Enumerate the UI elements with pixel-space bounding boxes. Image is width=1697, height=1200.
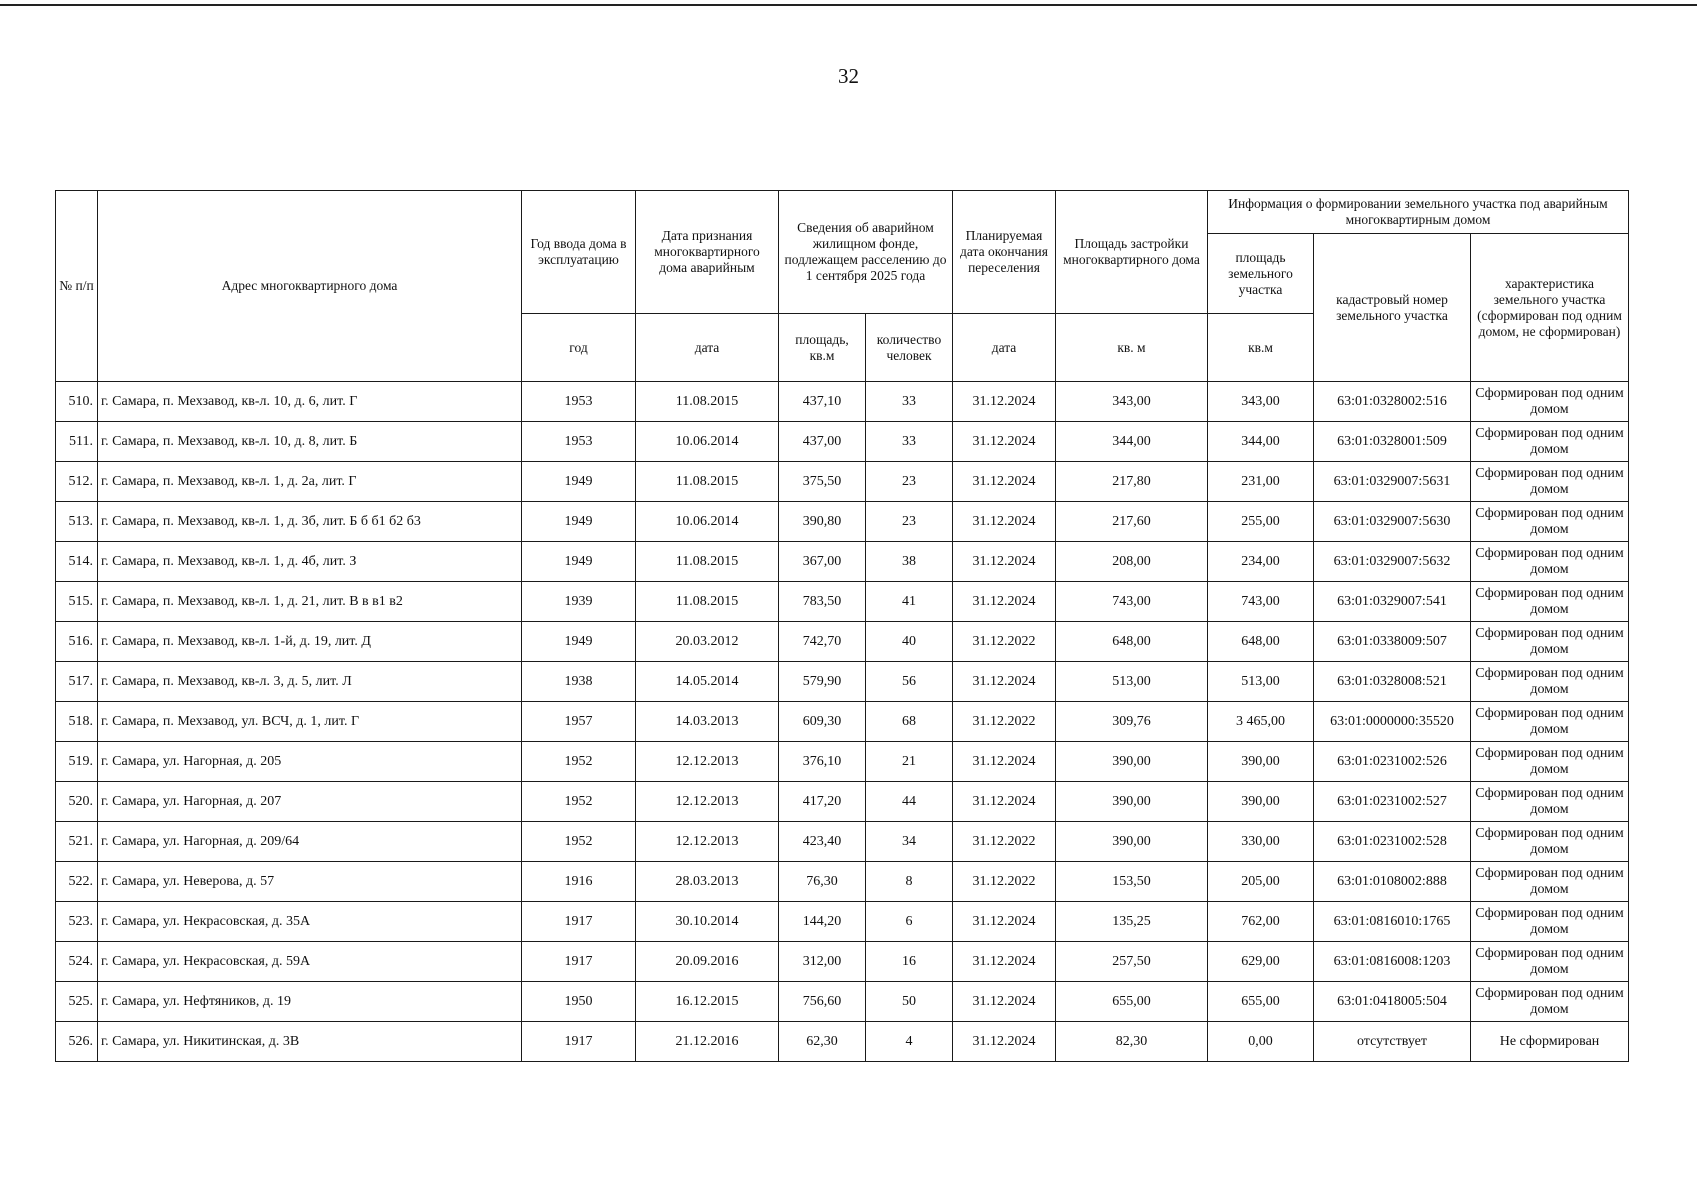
row-address: г. Самара, п. Мехзавод, кв-л. 10, д. 6, лит. Г	[98, 382, 522, 422]
row-area: 756,60	[779, 982, 866, 1022]
unit-land-area: кв.м	[1208, 314, 1314, 382]
row-cadastral-number: 63:01:0418005:504	[1314, 982, 1471, 1022]
row-build-area: 390,00	[1056, 822, 1208, 862]
row-cadastral-number: 63:01:0231002:526	[1314, 742, 1471, 782]
table-row	[56, 742, 1629, 782]
row-number: 526.	[56, 1022, 98, 1062]
header-land-area: площадь земельного участка	[1208, 234, 1314, 314]
row-number: 525.	[56, 982, 98, 1022]
row-number: 511.	[56, 422, 98, 462]
row-land-area: 205,00	[1208, 862, 1314, 902]
row-address: г. Самара, ул. Некрасовская, д. 35А	[98, 902, 522, 942]
row-build-area: 217,80	[1056, 462, 1208, 502]
row-year: 1916	[522, 862, 636, 902]
row-cadastral-number: 63:01:0329007:5632	[1314, 542, 1471, 582]
row-planned-end: 31.12.2024	[953, 542, 1056, 582]
row-land-area: 330,00	[1208, 822, 1314, 862]
row-address: г. Самара, ул. Неверова, д. 57	[98, 862, 522, 902]
row-cadastral-number: 63:01:0108002:888	[1314, 862, 1471, 902]
row-planned-end: 31.12.2024	[953, 582, 1056, 622]
row-area: 390,80	[779, 502, 866, 542]
row-number: 515.	[56, 582, 98, 622]
table-row	[56, 702, 1629, 742]
row-year: 1949	[522, 462, 636, 502]
row-number: 520.	[56, 782, 98, 822]
row-area: 579,90	[779, 662, 866, 702]
row-planned-end: 31.12.2022	[953, 702, 1056, 742]
row-area: 367,00	[779, 542, 866, 582]
table-row	[56, 822, 1629, 862]
row-area: 375,50	[779, 462, 866, 502]
row-year: 1957	[522, 702, 636, 742]
row-planned-end: 31.12.2024	[953, 422, 1056, 462]
row-recognition-date: 12.12.2013	[636, 782, 779, 822]
row-recognition-date: 11.08.2015	[636, 462, 779, 502]
row-year: 1952	[522, 822, 636, 862]
row-address: г. Самара, п. Мехзавод, кв-л. 10, д. 8, лит. Б	[98, 422, 522, 462]
row-land-char: Сформирован под одним домом	[1471, 702, 1629, 742]
unit-recognition-date: дата	[636, 314, 779, 382]
row-cadastral-number: 63:01:0000000:35520	[1314, 702, 1471, 742]
row-recognition-date: 12.12.2013	[636, 822, 779, 862]
table-row	[56, 382, 1629, 422]
row-land-area: 655,00	[1208, 982, 1314, 1022]
row-land-char: Сформирован под одним домом	[1471, 662, 1629, 702]
row-recognition-date: 20.03.2012	[636, 622, 779, 662]
row-address: г. Самара, ул. Нефтяников, д. 19	[98, 982, 522, 1022]
row-year: 1938	[522, 662, 636, 702]
row-land-area: 513,00	[1208, 662, 1314, 702]
row-people: 33	[866, 422, 953, 462]
row-build-area: 217,60	[1056, 502, 1208, 542]
row-recognition-date: 14.05.2014	[636, 662, 779, 702]
row-recognition-date: 11.08.2015	[636, 382, 779, 422]
row-number: 521.	[56, 822, 98, 862]
row-cadastral-number: 63:01:0816010:1765	[1314, 902, 1471, 942]
row-number: 523.	[56, 902, 98, 942]
row-land-area: 231,00	[1208, 462, 1314, 502]
row-land-char: Сформирован под одним домом	[1471, 382, 1629, 422]
row-land-area: 648,00	[1208, 622, 1314, 662]
row-cadastral-number: 63:01:0816008:1203	[1314, 942, 1471, 982]
row-number: 513.	[56, 502, 98, 542]
header-fund-info: Сведения об аварийном жилищном фонде, подлежащем расселению до 1 сентября 2025 года	[779, 191, 953, 314]
table-row	[56, 662, 1629, 702]
row-area: 312,00	[779, 942, 866, 982]
row-recognition-date: 21.12.2016	[636, 1022, 779, 1062]
header-num: № п/п	[56, 191, 98, 382]
row-area: 417,20	[779, 782, 866, 822]
row-land-area: 390,00	[1208, 782, 1314, 822]
row-address: г. Самара, ул. Никитинская, д. 3В	[98, 1022, 522, 1062]
row-land-area: 390,00	[1208, 742, 1314, 782]
row-recognition-date: 16.12.2015	[636, 982, 779, 1022]
table-row	[56, 982, 1629, 1022]
row-area: 742,70	[779, 622, 866, 662]
row-build-area: 513,00	[1056, 662, 1208, 702]
row-people: 38	[866, 542, 953, 582]
row-planned-end: 31.12.2024	[953, 662, 1056, 702]
row-build-area: 743,00	[1056, 582, 1208, 622]
row-address: г. Самара, п. Мехзавод, кв-л. 1-й, д. 19, лит. Д	[98, 622, 522, 662]
row-people: 6	[866, 902, 953, 942]
unit-year: год	[522, 314, 636, 382]
row-land-area: 344,00	[1208, 422, 1314, 462]
unit-planned-end: дата	[953, 314, 1056, 382]
page-number: 32	[838, 64, 859, 88]
row-land-area: 343,00	[1208, 382, 1314, 422]
row-cadastral-number: 63:01:0328001:509	[1314, 422, 1471, 462]
row-cadastral-number: 63:01:0231002:527	[1314, 782, 1471, 822]
row-build-area: 648,00	[1056, 622, 1208, 662]
row-recognition-date: 20.09.2016	[636, 942, 779, 982]
table-row	[56, 862, 1629, 902]
header-build-area: Площадь застройки многоквартирного дома	[1056, 191, 1208, 314]
table-row	[56, 782, 1629, 822]
row-build-area: 390,00	[1056, 742, 1208, 782]
row-area: 376,10	[779, 742, 866, 782]
row-number: 510.	[56, 382, 98, 422]
row-area: 437,00	[779, 422, 866, 462]
row-land-char: Сформирован под одним домом	[1471, 822, 1629, 862]
row-planned-end: 31.12.2022	[953, 622, 1056, 662]
row-planned-end: 31.12.2024	[953, 902, 1056, 942]
row-land-char: Сформирован под одним домом	[1471, 422, 1629, 462]
top-rule	[0, 4, 1697, 6]
table-row	[56, 1022, 1629, 1062]
row-cadastral-number: 63:01:0231002:528	[1314, 822, 1471, 862]
row-land-area: 255,00	[1208, 502, 1314, 542]
row-people: 16	[866, 942, 953, 982]
row-people: 8	[866, 862, 953, 902]
row-land-area: 629,00	[1208, 942, 1314, 982]
row-recognition-date: 10.06.2014	[636, 502, 779, 542]
row-address: г. Самара, ул. Нагорная, д. 207	[98, 782, 522, 822]
row-people: 44	[866, 782, 953, 822]
row-year: 1952	[522, 742, 636, 782]
row-land-area: 0,00	[1208, 1022, 1314, 1062]
row-year: 1917	[522, 1022, 636, 1062]
row-planned-end: 31.12.2022	[953, 862, 1056, 902]
row-land-char: Сформирован под одним домом	[1471, 862, 1629, 902]
row-build-area: 344,00	[1056, 422, 1208, 462]
row-cadastral-number: 63:01:0328008:521	[1314, 662, 1471, 702]
row-planned-end: 31.12.2024	[953, 502, 1056, 542]
table-body	[56, 382, 1629, 1062]
row-people: 50	[866, 982, 953, 1022]
row-number: 516.	[56, 622, 98, 662]
row-cadastral-number: 63:01:0329007:5631	[1314, 462, 1471, 502]
row-land-char: Сформирован под одним домом	[1471, 502, 1629, 542]
row-recognition-date: 11.08.2015	[636, 582, 779, 622]
row-year: 1949	[522, 542, 636, 582]
row-land-char: Сформирован под одним домом	[1471, 582, 1629, 622]
row-land-char: Сформирован под одним домом	[1471, 742, 1629, 782]
row-planned-end: 31.12.2024	[953, 982, 1056, 1022]
row-area: 76,30	[779, 862, 866, 902]
row-people: 56	[866, 662, 953, 702]
row-land-char: Сформирован под одним домом	[1471, 462, 1629, 502]
row-year: 1949	[522, 502, 636, 542]
row-people: 23	[866, 462, 953, 502]
row-build-area: 390,00	[1056, 782, 1208, 822]
row-people: 21	[866, 742, 953, 782]
row-people: 41	[866, 582, 953, 622]
row-cadastral-number: 63:01:0328002:516	[1314, 382, 1471, 422]
row-land-area: 762,00	[1208, 902, 1314, 942]
row-year: 1950	[522, 982, 636, 1022]
row-cadastral-number: 63:01:0329007:541	[1314, 582, 1471, 622]
row-land-char: Сформирован под одним домом	[1471, 782, 1629, 822]
row-land-char: Сформирован под одним домом	[1471, 942, 1629, 982]
row-people: 23	[866, 502, 953, 542]
row-address: г. Самара, п. Мехзавод, кв-л. 3, д. 5, лит. Л	[98, 662, 522, 702]
row-area: 144,20	[779, 902, 866, 942]
row-year: 1917	[522, 942, 636, 982]
row-planned-end: 31.12.2024	[953, 1022, 1056, 1062]
row-address: г. Самара, ул. Некрасовская, д. 59А	[98, 942, 522, 982]
row-land-char: Сформирован под одним домом	[1471, 542, 1629, 582]
unit-people: количество человек	[866, 314, 953, 382]
row-planned-end: 31.12.2024	[953, 462, 1056, 502]
row-number: 522.	[56, 862, 98, 902]
row-address: г. Самара, п. Мехзавод, кв-л. 1, д. 4б, лит. З	[98, 542, 522, 582]
row-build-area: 135,25	[1056, 902, 1208, 942]
row-build-area: 309,76	[1056, 702, 1208, 742]
row-cadastral-number: 63:01:0329007:5630	[1314, 502, 1471, 542]
row-planned-end: 31.12.2024	[953, 942, 1056, 982]
row-planned-end: 31.12.2024	[953, 742, 1056, 782]
row-build-area: 153,50	[1056, 862, 1208, 902]
row-build-area: 343,00	[1056, 382, 1208, 422]
row-build-area: 208,00	[1056, 542, 1208, 582]
row-build-area: 257,50	[1056, 942, 1208, 982]
row-recognition-date: 14.03.2013	[636, 702, 779, 742]
header-land-info: Информация о формировании земельного участка под аварийным многоквартирным домом	[1208, 191, 1629, 234]
row-year: 1949	[522, 622, 636, 662]
row-recognition-date: 12.12.2013	[636, 742, 779, 782]
row-year: 1952	[522, 782, 636, 822]
row-people: 33	[866, 382, 953, 422]
row-number: 512.	[56, 462, 98, 502]
table-row	[56, 422, 1629, 462]
row-year: 1953	[522, 422, 636, 462]
row-land-char: Сформирован под одним домом	[1471, 902, 1629, 942]
row-cadastral-number: 63:01:0338009:507	[1314, 622, 1471, 662]
row-number: 524.	[56, 942, 98, 982]
table-row	[56, 902, 1629, 942]
row-build-area: 655,00	[1056, 982, 1208, 1022]
row-land-char: Не сформирован	[1471, 1022, 1629, 1062]
header-recognition-date: Дата признания многоквартирного дома аварийным	[636, 191, 779, 314]
row-people: 68	[866, 702, 953, 742]
row-address: г. Самара, п. Мехзавод, кв-л. 1, д. 2а, лит. Г	[98, 462, 522, 502]
row-recognition-date: 28.03.2013	[636, 862, 779, 902]
row-recognition-date: 30.10.2014	[636, 902, 779, 942]
row-year: 1953	[522, 382, 636, 422]
header-year: Год ввода дома в эксплуатацию	[522, 191, 636, 314]
row-address: г. Самара, ул. Нагорная, д. 205	[98, 742, 522, 782]
emergency-housing-table	[55, 190, 1629, 1062]
row-number: 514.	[56, 542, 98, 582]
table-row	[56, 942, 1629, 982]
row-planned-end: 31.12.2024	[953, 382, 1056, 422]
table-row	[56, 502, 1629, 542]
row-area: 609,30	[779, 702, 866, 742]
row-land-area: 234,00	[1208, 542, 1314, 582]
row-number: 517.	[56, 662, 98, 702]
unit-build-area: кв. м	[1056, 314, 1208, 382]
header-cadastral: кадастровый номер земельного участка	[1314, 234, 1471, 382]
row-land-area: 743,00	[1208, 582, 1314, 622]
row-people: 4	[866, 1022, 953, 1062]
row-address: г. Самара, п. Мехзавод, кв-л. 1, д. 21, лит. В в в1 в2	[98, 582, 522, 622]
row-people: 40	[866, 622, 953, 662]
row-number: 519.	[56, 742, 98, 782]
table-row	[56, 582, 1629, 622]
row-area: 62,30	[779, 1022, 866, 1062]
row-build-area: 82,30	[1056, 1022, 1208, 1062]
row-recognition-date: 11.08.2015	[636, 542, 779, 582]
row-year: 1939	[522, 582, 636, 622]
header-address: Адрес многоквартирного дома	[98, 191, 522, 382]
row-address: г. Самара, п. Мехзавод, кв-л. 1, д. 3б, лит. Б б б1 б2 б3	[98, 502, 522, 542]
row-area: 783,50	[779, 582, 866, 622]
row-land-area: 3 465,00	[1208, 702, 1314, 742]
row-people: 34	[866, 822, 953, 862]
table-row	[56, 622, 1629, 662]
header-planned-end: Планируемая дата окончания переселения	[953, 191, 1056, 314]
row-area: 437,10	[779, 382, 866, 422]
table-row	[56, 542, 1629, 582]
row-cadastral-number: отсутствует	[1314, 1022, 1471, 1062]
row-planned-end: 31.12.2022	[953, 822, 1056, 862]
header-land-char: характеристика земельного участка (сформирован под одним домом, не сформирован)	[1471, 234, 1629, 382]
row-land-char: Сформирован под одним домом	[1471, 982, 1629, 1022]
row-recognition-date: 10.06.2014	[636, 422, 779, 462]
row-address: г. Самара, п. Мехзавод, ул. ВСЧ, д. 1, лит. Г	[98, 702, 522, 742]
row-address: г. Самара, ул. Нагорная, д. 209/64	[98, 822, 522, 862]
row-year: 1917	[522, 902, 636, 942]
row-area: 423,40	[779, 822, 866, 862]
table-row	[56, 462, 1629, 502]
unit-area: площадь, кв.м	[779, 314, 866, 382]
row-planned-end: 31.12.2024	[953, 782, 1056, 822]
row-land-char: Сформирован под одним домом	[1471, 622, 1629, 662]
row-number: 518.	[56, 702, 98, 742]
